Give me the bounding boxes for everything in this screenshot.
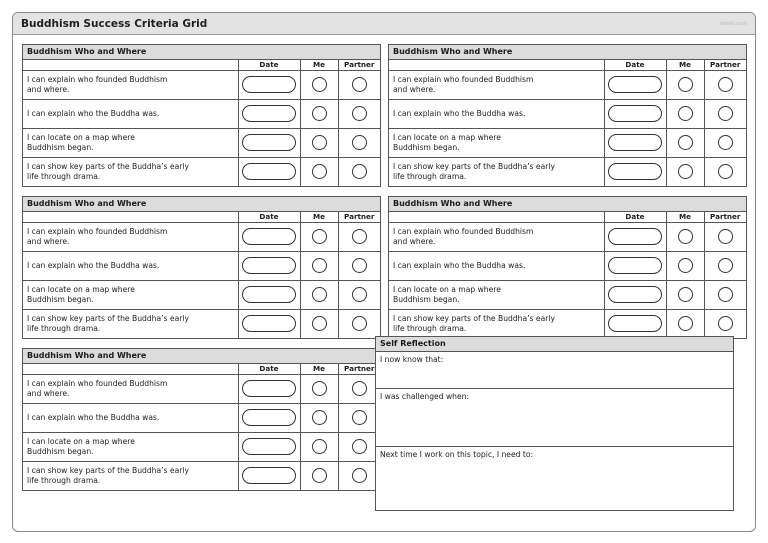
column-header-row <box>23 364 380 374</box>
partner-checkbox[interactable] <box>352 229 367 244</box>
date-cell <box>604 251 666 280</box>
date-column-header: Date <box>604 60 666 70</box>
partner-cell <box>338 403 380 432</box>
partner-column-header: Partner <box>710 60 741 70</box>
date-cell <box>238 432 300 461</box>
me-cell <box>300 222 338 251</box>
date-input[interactable] <box>608 286 662 303</box>
criterion-text <box>389 280 604 309</box>
criterion-line: I can show key parts of the Buddha’s early <box>393 313 555 323</box>
date-cell <box>604 222 666 251</box>
partner-cell <box>704 99 746 128</box>
partner-cell <box>338 99 380 128</box>
partner-column-header: Partner <box>344 212 375 222</box>
partner-checkbox[interactable] <box>352 135 367 150</box>
criteria-panel <box>22 348 381 491</box>
partner-cell <box>338 280 380 309</box>
date-input[interactable] <box>242 409 296 426</box>
date-input[interactable] <box>242 467 296 484</box>
me-checkbox[interactable] <box>678 106 693 121</box>
me-checkbox[interactable] <box>678 258 693 273</box>
criteria-table <box>23 364 380 490</box>
date-input[interactable] <box>608 228 662 245</box>
date-input[interactable] <box>242 315 296 332</box>
me-cell <box>300 309 338 338</box>
me-cell <box>300 157 338 186</box>
date-cell <box>604 99 666 128</box>
panel-heading: Buddhism Who and Where <box>389 197 746 212</box>
me-cell <box>300 280 338 309</box>
criterion-line: I can locate on a map where <box>27 284 135 294</box>
criterion-text <box>389 128 604 157</box>
criterion-line: I can explain who founded Buddhism <box>27 378 168 388</box>
date-cell <box>238 157 300 186</box>
me-checkbox[interactable] <box>312 258 327 273</box>
criteria-column-header <box>23 212 238 222</box>
partner-cell <box>704 157 746 186</box>
me-cell <box>666 251 704 280</box>
criterion-text <box>23 128 238 157</box>
date-cell <box>238 70 300 99</box>
partner-cell <box>338 309 380 338</box>
criteria-row <box>23 403 380 432</box>
me-checkbox[interactable] <box>678 287 693 302</box>
date-cell <box>604 309 666 338</box>
me-cell <box>300 461 338 490</box>
criterion-text <box>23 222 238 251</box>
criterion-text <box>23 251 238 280</box>
partner-checkbox[interactable] <box>352 316 367 331</box>
criteria-row <box>389 251 746 280</box>
partner-checkbox[interactable] <box>718 229 733 244</box>
me-checkbox[interactable] <box>312 164 327 179</box>
me-column-header: Me <box>300 212 338 222</box>
self-reflection-panel <box>375 336 734 511</box>
date-input[interactable] <box>242 228 296 245</box>
criteria-panel <box>388 196 747 339</box>
criterion-line: life through drama. <box>393 323 467 333</box>
reflection-prompt[interactable]: I now know that: <box>380 355 444 364</box>
criteria-row <box>389 157 746 186</box>
partner-cell <box>338 432 380 461</box>
criteria-row <box>23 374 380 403</box>
partner-checkbox[interactable] <box>352 439 367 454</box>
me-checkbox[interactable] <box>678 164 693 179</box>
criteria-table <box>389 212 746 338</box>
criterion-line: Buddhism began. <box>393 294 460 304</box>
criteria-column-header <box>389 212 604 222</box>
criterion-text <box>389 99 604 128</box>
criteria-row <box>23 432 380 461</box>
criteria-row <box>23 128 380 157</box>
partner-checkbox[interactable] <box>352 381 367 396</box>
criteria-row <box>23 70 380 99</box>
criterion-line: and where. <box>393 236 436 246</box>
me-cell <box>666 157 704 186</box>
criterion-text <box>389 157 604 186</box>
date-input[interactable] <box>608 257 662 274</box>
partner-checkbox[interactable] <box>352 106 367 121</box>
criteria-row <box>23 157 380 186</box>
partner-checkbox[interactable] <box>352 77 367 92</box>
criteria-row <box>23 251 380 280</box>
me-cell <box>300 403 338 432</box>
criterion-line: I can explain who founded Buddhism <box>393 226 534 236</box>
criterion-text <box>389 251 604 280</box>
criterion-line: Buddhism began. <box>27 142 94 152</box>
panel-heading: Buddhism Who and Where <box>23 197 380 212</box>
me-cell <box>666 222 704 251</box>
partner-checkbox[interactable] <box>718 77 733 92</box>
date-column-header: Date <box>238 364 300 374</box>
criteria-column-header <box>23 364 238 374</box>
criteria-row <box>23 99 380 128</box>
partner-cell <box>704 128 746 157</box>
criterion-line: I can explain who the Buddha was. <box>27 412 160 422</box>
date-input[interactable] <box>242 286 296 303</box>
criterion-text <box>23 374 238 403</box>
me-cell <box>300 374 338 403</box>
me-column-header: Me <box>666 60 704 70</box>
partner-checkbox[interactable] <box>718 135 733 150</box>
partner-cell <box>338 222 380 251</box>
criterion-text <box>23 432 238 461</box>
partner-column-header: Partner <box>344 364 375 374</box>
criterion-line: I can locate on a map where <box>393 284 501 294</box>
date-input[interactable] <box>608 134 662 151</box>
criteria-table <box>23 212 380 338</box>
partner-checkbox[interactable] <box>718 287 733 302</box>
me-column-header: Me <box>300 364 338 374</box>
date-input[interactable] <box>608 105 662 122</box>
criteria-column-header <box>389 60 604 70</box>
me-checkbox[interactable] <box>678 229 693 244</box>
date-input[interactable] <box>608 76 662 93</box>
partner-cell <box>338 70 380 99</box>
criterion-line: I can locate on a map where <box>27 132 135 142</box>
criterion-line: life through drama. <box>27 475 101 485</box>
me-cell <box>300 99 338 128</box>
date-input[interactable] <box>242 438 296 455</box>
date-input[interactable] <box>608 163 662 180</box>
worksheet-title: Buddhism Success Criteria Grid <box>21 17 208 30</box>
date-column-header: Date <box>604 212 666 222</box>
criterion-line: and where. <box>393 84 436 94</box>
partner-cell <box>704 309 746 338</box>
partner-cell <box>704 222 746 251</box>
criterion-text <box>23 403 238 432</box>
me-column-header: Me <box>300 60 338 70</box>
criteria-column-header <box>23 60 238 70</box>
criterion-line: and where. <box>27 84 70 94</box>
criterion-text <box>389 222 604 251</box>
date-cell <box>238 374 300 403</box>
partner-cell <box>704 280 746 309</box>
me-checkbox[interactable] <box>678 77 693 92</box>
criterion-line: I can show key parts of the Buddha’s early <box>27 313 189 323</box>
criteria-row <box>23 461 380 490</box>
criterion-text <box>23 280 238 309</box>
criterion-line: I can explain who the Buddha was. <box>393 260 526 270</box>
panel-heading: Buddhism Who and Where <box>389 45 746 60</box>
brand-watermark: twinkl.com <box>719 20 747 27</box>
date-input[interactable] <box>242 76 296 93</box>
criterion-line: I can explain who founded Buddhism <box>27 226 168 236</box>
criterion-line: I can explain who the Buddha was. <box>27 108 160 118</box>
column-header-row <box>23 60 380 70</box>
date-column-header: Date <box>238 60 300 70</box>
date-cell <box>238 251 300 280</box>
criteria-table <box>23 60 380 186</box>
criterion-line: life through drama. <box>27 171 101 181</box>
date-input[interactable] <box>242 163 296 180</box>
criterion-line: life through drama. <box>27 323 101 333</box>
me-cell <box>666 99 704 128</box>
partner-cell <box>338 251 380 280</box>
criterion-line: Buddhism began. <box>27 294 94 304</box>
criterion-line: I can show key parts of the Buddha’s early <box>27 465 189 475</box>
criteria-row <box>389 128 746 157</box>
criterion-line: I can explain who founded Buddhism <box>393 74 534 84</box>
date-cell <box>238 222 300 251</box>
me-checkbox[interactable] <box>678 135 693 150</box>
criteria-row <box>389 70 746 99</box>
criterion-line: life through drama. <box>393 171 467 181</box>
partner-checkbox[interactable] <box>718 316 733 331</box>
criterion-line: I can locate on a map where <box>27 436 135 446</box>
criterion-line: I can explain who the Buddha was. <box>27 260 160 270</box>
criterion-line: I can explain who the Buddha was. <box>393 108 526 118</box>
date-input[interactable] <box>242 257 296 274</box>
date-input[interactable] <box>242 380 296 397</box>
self-reflection-heading: Self Reflection <box>376 337 733 352</box>
criteria-row <box>23 309 380 338</box>
partner-cell <box>338 461 380 490</box>
me-checkbox[interactable] <box>312 410 327 425</box>
me-checkbox[interactable] <box>312 229 327 244</box>
reflection-prompt[interactable]: I was challenged when: <box>376 388 733 446</box>
partner-column-header: Partner <box>710 212 741 222</box>
partner-column-header: Partner <box>344 60 375 70</box>
criterion-line: and where. <box>27 236 70 246</box>
me-cell <box>666 128 704 157</box>
me-cell <box>300 70 338 99</box>
panel-heading: Buddhism Who and Where <box>23 349 380 364</box>
partner-checkbox[interactable] <box>718 164 733 179</box>
me-cell <box>300 432 338 461</box>
criteria-row <box>389 222 746 251</box>
date-cell <box>604 280 666 309</box>
partner-cell <box>338 128 380 157</box>
criterion-text <box>23 309 238 338</box>
partner-checkbox[interactable] <box>352 287 367 302</box>
reflection-prompt[interactable]: Next time I work on this topic, I need to: <box>376 446 733 510</box>
criteria-panel <box>22 44 381 187</box>
me-cell <box>300 251 338 280</box>
date-cell <box>604 128 666 157</box>
criteria-row <box>23 280 380 309</box>
me-checkbox[interactable] <box>312 468 327 483</box>
partner-checkbox[interactable] <box>718 106 733 121</box>
criteria-row <box>389 280 746 309</box>
partner-cell <box>338 374 380 403</box>
me-checkbox[interactable] <box>312 316 327 331</box>
criterion-text <box>389 309 604 338</box>
partner-checkbox[interactable] <box>352 410 367 425</box>
criteria-panel <box>388 44 747 187</box>
me-checkbox[interactable] <box>312 77 327 92</box>
date-cell <box>238 128 300 157</box>
me-checkbox[interactable] <box>312 106 327 121</box>
date-cell <box>604 157 666 186</box>
me-checkbox[interactable] <box>312 287 327 302</box>
date-cell <box>238 280 300 309</box>
criteria-table <box>389 60 746 186</box>
column-header-row <box>23 212 380 222</box>
date-cell <box>238 403 300 432</box>
criterion-line: Buddhism began. <box>27 446 94 456</box>
me-cell <box>666 70 704 99</box>
criterion-line: I can locate on a map where <box>393 132 501 142</box>
partner-checkbox[interactable] <box>352 258 367 273</box>
partner-checkbox[interactable] <box>352 164 367 179</box>
date-cell <box>238 99 300 128</box>
criteria-panel <box>22 196 381 339</box>
date-cell <box>238 461 300 490</box>
partner-cell <box>704 251 746 280</box>
criterion-line: Buddhism began. <box>393 142 460 152</box>
date-cell <box>238 309 300 338</box>
criterion-line: I can show key parts of the Buddha’s early <box>393 161 555 171</box>
me-checkbox[interactable] <box>678 316 693 331</box>
criterion-text <box>23 70 238 99</box>
me-cell <box>666 280 704 309</box>
criterion-text <box>23 99 238 128</box>
worksheet-header <box>13 13 755 35</box>
criterion-text <box>23 461 238 490</box>
criterion-line: I can show key parts of the Buddha’s early <box>27 161 189 171</box>
me-checkbox[interactable] <box>312 439 327 454</box>
panel-heading: Buddhism Who and Where <box>23 45 380 60</box>
partner-checkbox[interactable] <box>352 468 367 483</box>
date-input[interactable] <box>608 315 662 332</box>
me-checkbox[interactable] <box>312 381 327 396</box>
column-header-row <box>389 60 746 70</box>
me-checkbox[interactable] <box>312 135 327 150</box>
criteria-row <box>389 99 746 128</box>
criterion-line: and where. <box>27 388 70 398</box>
criteria-row <box>23 222 380 251</box>
criteria-row <box>389 309 746 338</box>
column-header-row <box>389 212 746 222</box>
criterion-text <box>23 157 238 186</box>
date-input[interactable] <box>242 105 296 122</box>
me-column-header: Me <box>666 212 704 222</box>
me-cell <box>300 128 338 157</box>
partner-cell <box>704 70 746 99</box>
criterion-line: I can explain who founded Buddhism <box>27 74 168 84</box>
date-column-header: Date <box>238 212 300 222</box>
partner-checkbox[interactable] <box>718 258 733 273</box>
date-cell <box>604 70 666 99</box>
me-cell <box>666 309 704 338</box>
date-input[interactable] <box>242 134 296 151</box>
partner-cell <box>338 157 380 186</box>
criterion-text <box>389 70 604 99</box>
